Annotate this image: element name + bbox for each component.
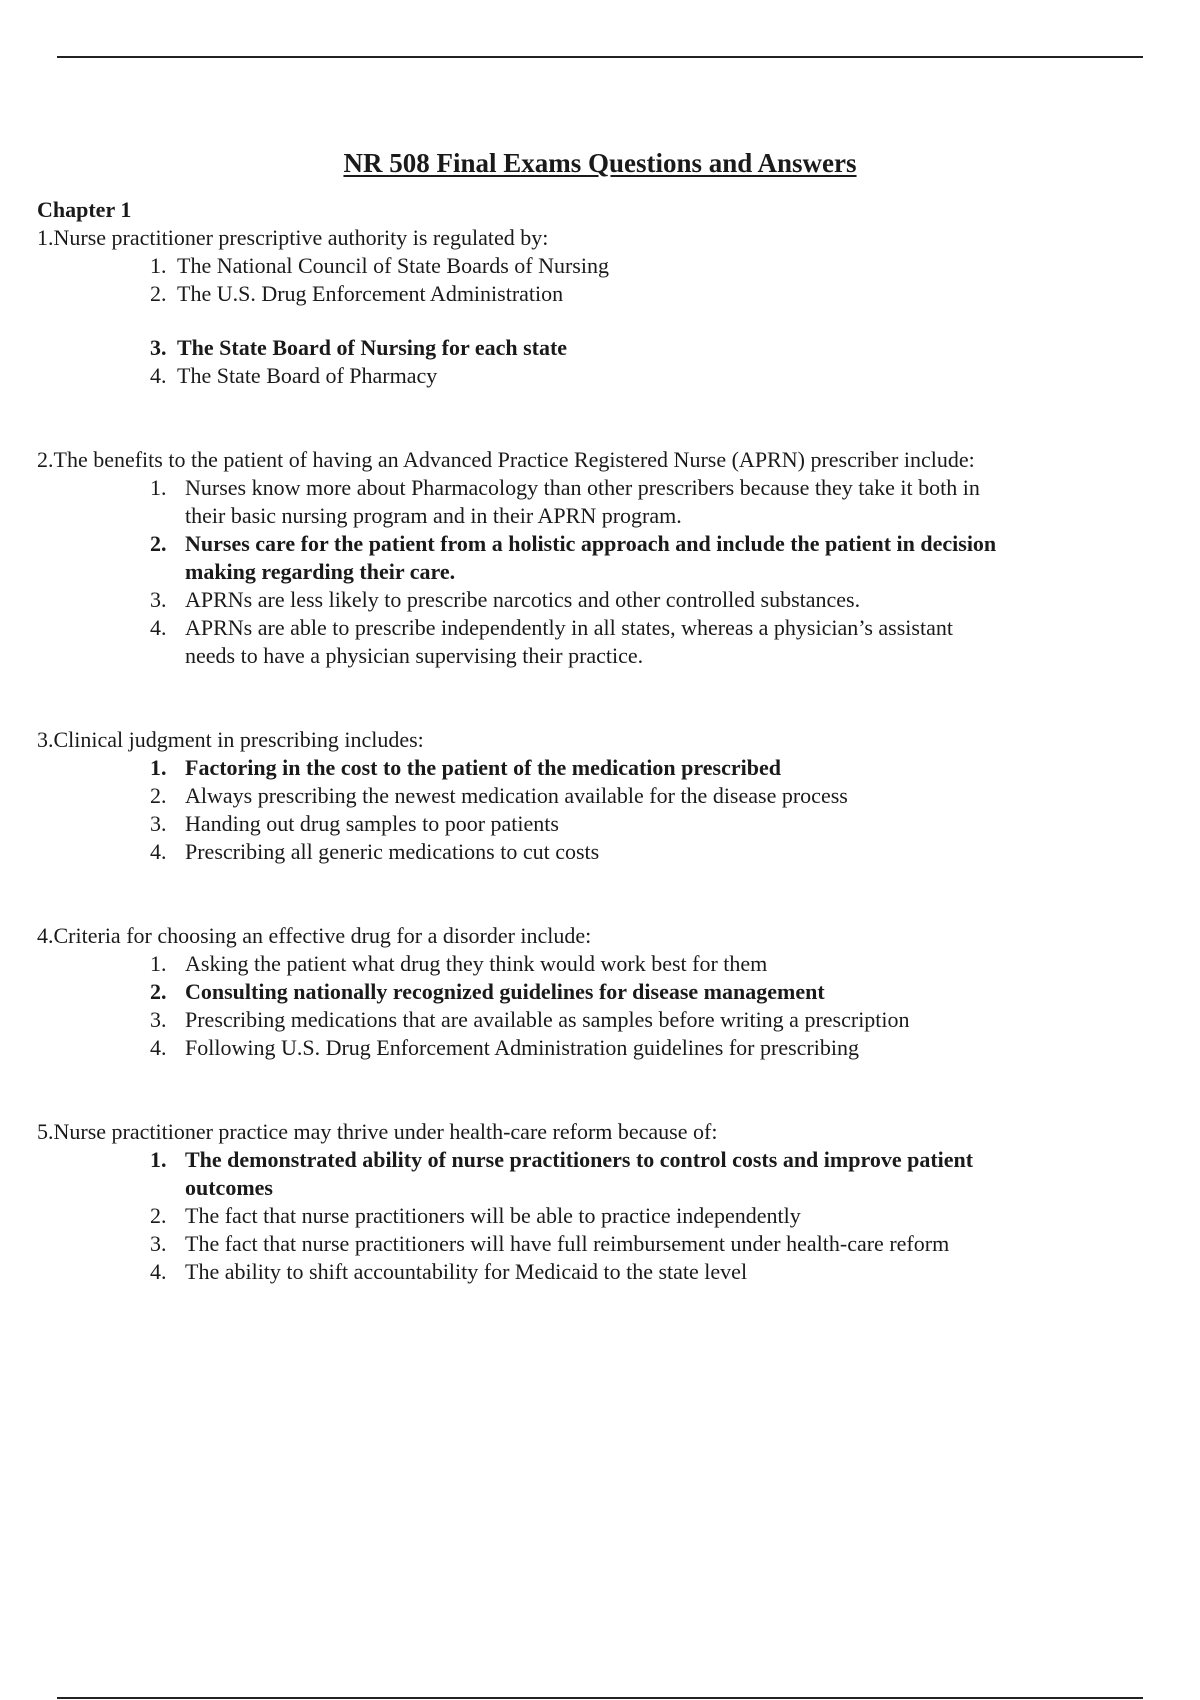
question-block-4 [37, 922, 1167, 1062]
option-number: 4. [150, 615, 167, 640]
option-text: APRNs are less likely to prescribe narcotics and other controlled substances. [185, 587, 861, 612]
option-text: Consulting nationally recognized guidelines for disease management [185, 979, 825, 1004]
answer-options [37, 950, 1167, 1062]
answer-option [150, 362, 1167, 390]
option-text: The National Council of State Boards of Nursing [177, 253, 609, 278]
option-text: Nurses know more about Pharmacology than other prescribers because they take it both in their basic nursing program and in their APRN program. [185, 475, 980, 528]
option-number: 2. [150, 979, 167, 1004]
option-text: Handing out drug samples to poor patients [185, 811, 559, 836]
option-number: 2. [150, 783, 167, 808]
option-number: 1. [150, 253, 167, 278]
answer-option [150, 586, 1167, 614]
option-text: Always prescribing the newest medication available for the disease process [185, 783, 848, 808]
option-number: 3. [150, 587, 167, 612]
answer-options [37, 754, 1167, 866]
answer-options [37, 252, 1167, 390]
answer-option [150, 838, 1167, 866]
spacer [37, 390, 1167, 446]
question-stem: 3.Clinical judgment in prescribing includes: [37, 727, 424, 752]
top-rule [57, 56, 1143, 58]
option-number: 2. [150, 281, 167, 306]
option-number: 1. [150, 755, 167, 780]
answer-option [150, 252, 1167, 280]
option-number: 3. [150, 1007, 167, 1032]
option-text: The State Board of Pharmacy [177, 363, 438, 388]
option-text: The State Board of Nursing for each state [177, 335, 568, 360]
option-number: 4. [150, 839, 167, 864]
option-text: Factoring in the cost to the patient of the medication prescribed [185, 755, 781, 780]
option-text: Prescribing medications that are available as samples before writing a prescription [185, 1007, 910, 1032]
answer-option [150, 474, 1167, 530]
answer-option-correct [150, 530, 1167, 586]
option-text: The ability to shift accountability for Medicaid to the state level [185, 1259, 748, 1284]
answer-option [150, 614, 1167, 670]
answer-option [150, 280, 1167, 308]
answer-options [37, 1146, 1167, 1286]
question-stem: 1.Nurse practitioner prescriptive authority is regulated by: [37, 225, 549, 250]
question-block-1 [37, 224, 1167, 390]
answer-option [150, 782, 1167, 810]
chapter-heading: Chapter 1 [37, 197, 132, 222]
option-number: 3. [150, 335, 167, 360]
page-title: NR 508 Final Exams Questions and Answers [343, 148, 857, 178]
option-text: The fact that nurse practitioners will be able to practice independently [185, 1203, 801, 1228]
option-number: 2. [150, 531, 167, 556]
bottom-rule [57, 1697, 1143, 1699]
option-number: 4. [150, 363, 167, 388]
answer-option [150, 1034, 1167, 1062]
document-body [37, 196, 1167, 1286]
option-number: 1. [150, 1147, 167, 1172]
answer-option-correct [150, 754, 1167, 782]
spacer [37, 308, 1167, 334]
question-block-3 [37, 726, 1167, 866]
option-number: 4. [150, 1259, 167, 1284]
answer-option [150, 1258, 1167, 1286]
answer-options [37, 474, 1167, 670]
question-block-2 [37, 446, 1167, 670]
option-text: Nurses care for the patient from a holistic approach and include the patient in decision making regarding their care. [185, 531, 997, 584]
answer-option [150, 950, 1167, 978]
option-text: The demonstrated ability of nurse practitioners to control costs and improve patient outcomes [185, 1147, 974, 1200]
answer-option [150, 1202, 1167, 1230]
option-text: The fact that nurse practitioners will have full reimbursement under health-care reform [185, 1231, 950, 1256]
option-number: 2. [150, 1203, 167, 1228]
option-number: 3. [150, 1231, 167, 1256]
question-stem: 5.Nurse practitioner practice may thrive under health-care reform because of: [37, 1119, 718, 1144]
spacer [37, 1062, 1167, 1118]
question-block-5 [37, 1118, 1167, 1286]
answer-option [150, 1230, 1167, 1258]
option-number: 1. [150, 475, 167, 500]
option-text: Following U.S. Drug Enforcement Administration guidelines for prescribing [185, 1035, 859, 1060]
option-number: 4. [150, 1035, 167, 1060]
answer-option [150, 1006, 1167, 1034]
answer-option-correct [150, 978, 1167, 1006]
option-text: The U.S. Drug Enforcement Administration [177, 281, 564, 306]
spacer [37, 670, 1167, 726]
answer-option [150, 810, 1167, 838]
option-text: Asking the patient what drug they think would work best for them [185, 951, 768, 976]
answer-option-correct [150, 334, 1167, 362]
answer-option-correct [150, 1146, 1167, 1202]
option-text: Prescribing all generic medications to cut costs [185, 839, 600, 864]
option-text: APRNs are able to prescribe independently in all states, whereas a physician’s assistant needs to have a physician supervising their practice. [185, 615, 953, 668]
question-stem: 4.Criteria for choosing an effective drug for a disorder include: [37, 923, 592, 948]
option-number: 1. [150, 951, 167, 976]
question-stem: 2.The benefits to the patient of having an Advanced Practice Registered Nurse (APRN) prescriber include: [37, 447, 975, 472]
spacer [37, 866, 1167, 922]
option-number: 3. [150, 811, 167, 836]
